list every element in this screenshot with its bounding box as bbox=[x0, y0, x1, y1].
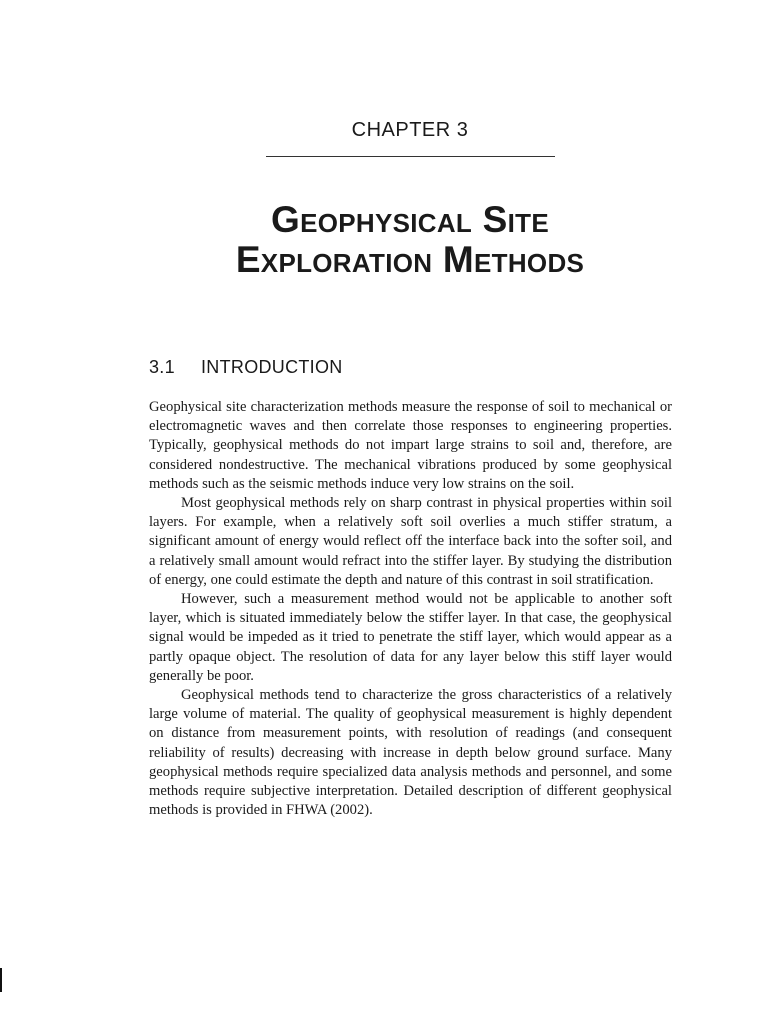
margin-mark bbox=[0, 968, 2, 992]
section-heading bbox=[149, 357, 343, 378]
section-number: 3.1 bbox=[149, 357, 175, 377]
body-text bbox=[149, 398, 672, 820]
chapter-title-line-2: Exploration Methods bbox=[235, 239, 585, 280]
paragraph-1: Geophysical site characterization methods measure the response of soil to mechanical or electromagnetic waves and then correlate those responses to engineering properties. Typically, geophysical methods do not impart large strains to soil and, therefore, are considered nondestructive. The mechanical vibrations produced by some geophysical methods such as the seismic methods induce very low strains on the soil. bbox=[149, 399, 672, 492]
chapter-divider bbox=[266, 156, 555, 157]
paragraph-3: However, such a measurement method would not be applicable to another soft layer, which is situated immediately below the stiffer layer. In that case, the geophysical signal would be impeded as it tried to penetrate the stiff layer, which would appear as a partly opaque object. The resolution of data for any layer below this stiff layer would generally be poor. bbox=[149, 591, 672, 684]
section-title: INTRODUCTION bbox=[201, 357, 343, 377]
chapter-title-line-1: Geophysical Site bbox=[270, 199, 549, 240]
paragraph-2: Most geophysical methods rely on sharp contrast in physical properties within soil layers. For example, when a relatively soft soil overlies a much stiffer stratum, a significant amount of energy would reflect off the interface back into the softer soil, and a relatively small amount would refract into the stiffer layer. By studying the distribution of energy, one could estimate the depth and nature of this contrast in soil stratification. bbox=[149, 495, 672, 588]
chapter-title bbox=[0, 200, 768, 280]
chapter-label: CHAPTER 3 bbox=[351, 119, 469, 141]
paragraph-4: Geophysical methods tend to characterize the gross characteristics of a relatively large volume of material. The quality of geophysical measurement is highly dependent on distance from measurement points, with resolution of readings (and consequent reliability of results) decreasing with increase in depth below ground surface. Many geophysical methods require specialized data analysis methods and personnel, and some methods require subjective interpretation. Detailed description of different geophysical methods is provided in FHWA (2002). bbox=[149, 687, 672, 819]
